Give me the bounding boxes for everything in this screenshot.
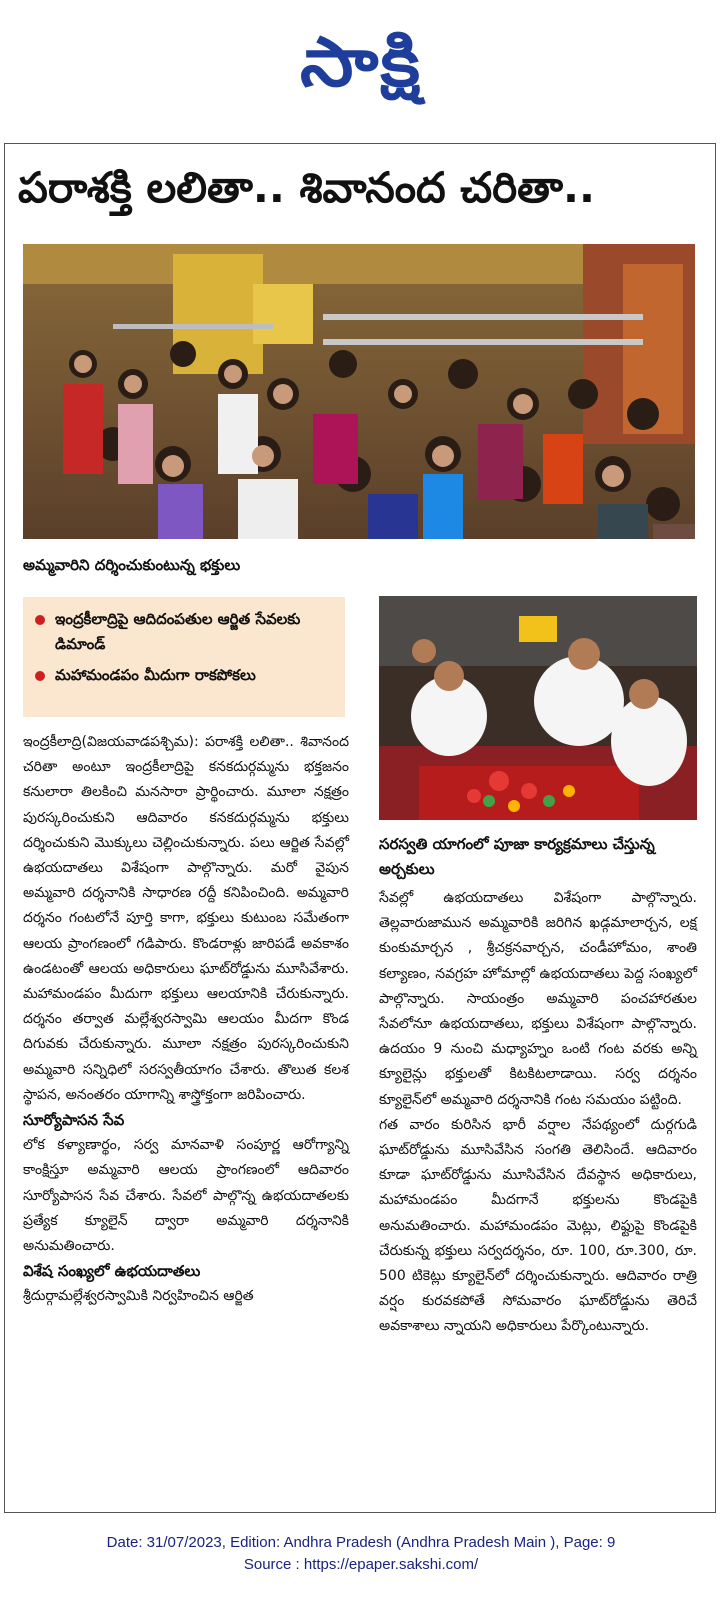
sakshi-logo: సాక్షి <box>299 21 423 102</box>
page-footer <box>0 1532 722 1576</box>
paragraph: శ్రీదుర్గామల్లేశ్వరస్వామికి నిర్వహించిన ఆర్జిత <box>23 1288 254 1305</box>
highlight-item <box>35 607 335 657</box>
paragraph: గత వారం కురిసిన భారీ వర్షాల నేపథ్యంలో దుర్గగుడి ఘాట్‌రోడ్డును మూసివేసిన సంగతి తెలిసిందే. ఆదివారం కూడా ఘాట్‌రోడ్డును మూసివేసిన దేవస్థాన అధికారులు, మహామండపం మీదగానే భక్తులను కొండపైకి అనుమతించారు. మహామండపం మెట్లు, లిఫ్టుపై కొండపైకి చేరుకున్న భక్తులు సర్వదర్శనం, రూ. 100, రూ.300, రూ. 500 టికెట్లు క్యూలైన్‌లో దర్శించుకున్నారు. ఆదివారం రాత్రి వర్షం కురవకపోతే సోమవారం ఘాట్‌రోడ్డును తెరిచే అవకాశాలు న్నాయని అధికారులు పేర్కొంటున్నారు. <box>379 1116 697 1335</box>
paragraph: సేవల్లో ఉభయదాతలు విశేషంగా పాల్గొన్నారు. తెల్లవారుజామున అమ్మవారికి జరిగిన ఖడ్గమాలార్చన, లక్ష కుంకుమార్చన , శ్రీచక్రనవార్చన, చండీహోమం, శాంతి కల్యాణం, నవగ్రహ హోమాల్లో ఉభయదాతలు పెద్ద సంఖ్యలో పాల్గొన్నారు. సాయంత్రం అమ్మవారి పంచహారతుల సేవలోనూ ఉభయదాతలు, భక్తులు విశేషంగా పాల్గొన్నారు. ఉదయం 9 నుంచి మధ్యాహ్నం ఒంటి గంట వరకు అన్ని క్యూలైన్లు భక్తులతో కిటకిటలాడాయి. సర్వ దర్శనం క్యూలైన్‌లో అమ్మవారి దర్శనానికి గంట సమయం పట్టింది. <box>379 890 697 1108</box>
article-right-column <box>379 886 697 1340</box>
subhead-surya-upasana: సూర్యోపాసన సేవ <box>23 1111 125 1130</box>
main-photo-caption: అమ్మవారిని దర్శించుకుంటున్న భక్తులు <box>23 556 241 574</box>
highlight-text: ఇంద్రకీలాద్రిపై ఆదిదంపతుల ఆర్జిత సేవలకు డిమాండ్ <box>55 610 301 653</box>
edition-info: Date: 31/07/2023, Edition: Andhra Pradesh (Andhra Pradesh Main ), Page: 9 <box>106 1534 616 1551</box>
bullet-icon <box>35 615 45 625</box>
yaga-photo-caption: సరస్వతి యాగంలో పూజా కార్యక్రమాలు చేస్తున్న అర్చకులు <box>379 835 655 878</box>
source-info: Source : https://epaper.sakshi.com/ <box>243 1556 479 1573</box>
dateline-paragraph: ఇంద్రకీలాద్రి(విజయవాడపశ్చిమ): పరాశక్తి లలితా.. శివానంద చరితా అంటూ ఇంద్రకీలాద్రిపై కనకదుర్గమ్మను భక్తజనం కనులారా తిలకించి మనసారా ప్రార్థించారు. మూలా నక్షత్రం పురస్కరించుకుని ఆదివారం కనకదుర్గమ్మను భక్తులు దర్శించుకుని మొక్కులు చెల్లించుకున్నారు. పలు ఆర్జిత సేవల్లో ఉభయదాతలు విశేషంగా పాల్గొన్నారు. మరో వైపున అమ్మవారి దర్శనానికి సాధారణ రద్దీ కనిపించింది. అమ్మవారి దర్శనం గంటలోనే పూర్తి కాగా, భక్తులు కుటుంబ సమేతంగా ఆలయ ప్రాంగణంలో గడిపారు. కొండరాళ్లు జారిపడే అవకాశం ఉండటంతో ఆలయ అధికారులు ఘాట్‌రోడ్డును మూసివేశారు. మహామండపం మీదుగా భక్తులు ఆలయానికి చేరుకున్నారు. దర్శనం తర్వాత మల్లేశ్వరస్వామి ఆలయం మీదగా కొండ దిగువకు చేరుకున్నారు. మూలా నక్షత్రం పురస్కరించుకుని అమ్మవారి సన్నిధిలో సరస్వతీయాగం చేశారు. తొలుత కలశ స్థాపన, అనంతరం యాగాన్ని శాస్త్రోక్తంగా జరిపించారు. <box>23 734 349 1103</box>
bullet-icon <box>35 671 45 681</box>
saraswati-yaga-photo <box>379 596 697 820</box>
highlight-text: మహామండపం మీదుగా రాకపోకలు <box>55 666 256 684</box>
subhead-ubhayadatalu: విశేష సంఖ్యలో ఉభయదాతలు <box>23 1262 201 1281</box>
highlights-box <box>23 597 345 717</box>
article-headline: పరాశక్తి లలితా.. శివానంద చరితా.. <box>18 163 595 212</box>
highlight-item <box>35 663 335 688</box>
devotees-crowd-photo <box>23 244 695 539</box>
article-left-column <box>23 730 349 1310</box>
masthead <box>0 0 722 140</box>
paragraph: లోక కళ్యాణార్థం, సర్వ మానవాళి సంపూర్ణ ఆరోగ్యాన్ని కాంక్షిస్తూ అమ్మవారి ఆలయ ప్రాంగణంలో ఆదివారం సూర్యోపాసన సేవ చేశారు. సేవలో పాల్గొన్న ఉభయదాతలకు ప్రత్యేక క్యూలైన్ ద్వారా అమ్మవారి దర్శనానికి అనుమతించారు. <box>23 1137 349 1255</box>
